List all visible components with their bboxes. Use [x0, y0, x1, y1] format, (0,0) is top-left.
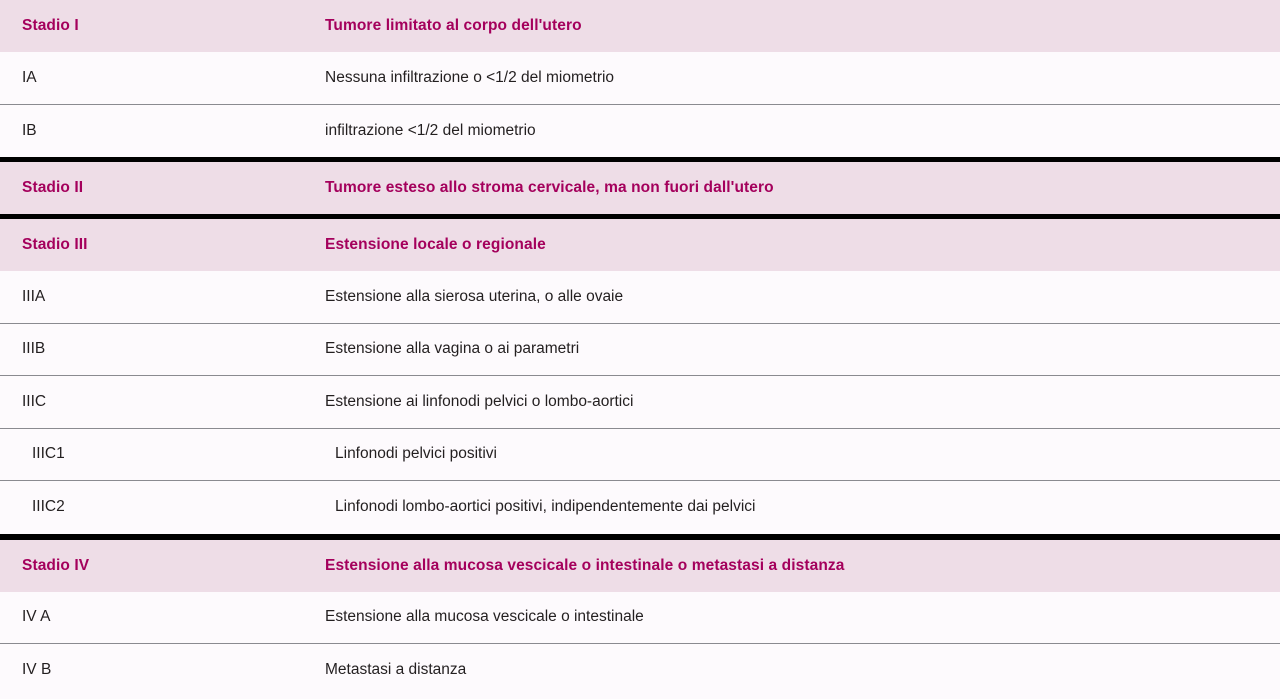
- stage-label: Stadio IV: [22, 556, 90, 574]
- stage-header-row: [0, 0, 1280, 52]
- stage-label: Stadio III: [22, 236, 88, 253]
- substage-label: IV A: [22, 608, 51, 626]
- stage-description: Estensione locale o regionale: [325, 236, 546, 253]
- table-row: [0, 271, 1280, 324]
- substage-description: Estensione alla sierosa uterina, o alle ovaie: [325, 287, 624, 305]
- substage-description: Linfonodi lombo-aortici positivi, indipendentemente dai pelvici: [335, 498, 756, 516]
- substage-description: Estensione ai linfonodi pelvici o lombo-aortici: [325, 392, 634, 410]
- substage-description: infiltrazione <1/2 del miometrio: [325, 121, 536, 139]
- substage-label: IIIA: [22, 287, 46, 305]
- substage-label: IIIC1: [32, 445, 65, 463]
- substage-label: IA: [22, 68, 37, 86]
- stage-header-row: [0, 540, 1280, 592]
- substage-description: Estensione alla mucosa vescicale o intestinale: [325, 608, 644, 626]
- stage-description: Tumore limitato al corpo dell'utero: [325, 17, 582, 34]
- table-row: [0, 481, 1280, 534]
- stage-label: Stadio II: [22, 179, 84, 196]
- substage-description: Nessuna infiltrazione o <1/2 del miometrio: [325, 68, 615, 86]
- substage-label: IV B: [22, 661, 52, 679]
- table-row: [0, 592, 1280, 645]
- table-row: [0, 429, 1280, 482]
- table-row: [0, 52, 1280, 105]
- substage-label: IB: [22, 121, 37, 139]
- table-row: [0, 376, 1280, 429]
- stage-header-row: [0, 219, 1280, 271]
- substage-description: Linfonodi pelvici positivi: [335, 445, 497, 463]
- table-row: [0, 105, 1280, 158]
- substage-label: IIIB: [22, 340, 46, 358]
- table-row: [0, 644, 1280, 697]
- substage-description: Metastasi a distanza: [325, 661, 467, 679]
- substage-label: IIIC2: [32, 498, 65, 516]
- stage-header-row: [0, 162, 1280, 214]
- substage-description: Estensione alla vagina o ai parametri: [325, 340, 580, 358]
- stage-description: Tumore esteso allo stroma cervicale, ma non fuori dall'utero: [325, 179, 774, 196]
- table-row: [0, 324, 1280, 377]
- substage-label: IIIC: [22, 392, 47, 410]
- stage-label: Stadio I: [22, 17, 79, 34]
- stage-description: Estensione alla mucosa vescicale o intestinale o metastasi a distanza: [325, 556, 845, 574]
